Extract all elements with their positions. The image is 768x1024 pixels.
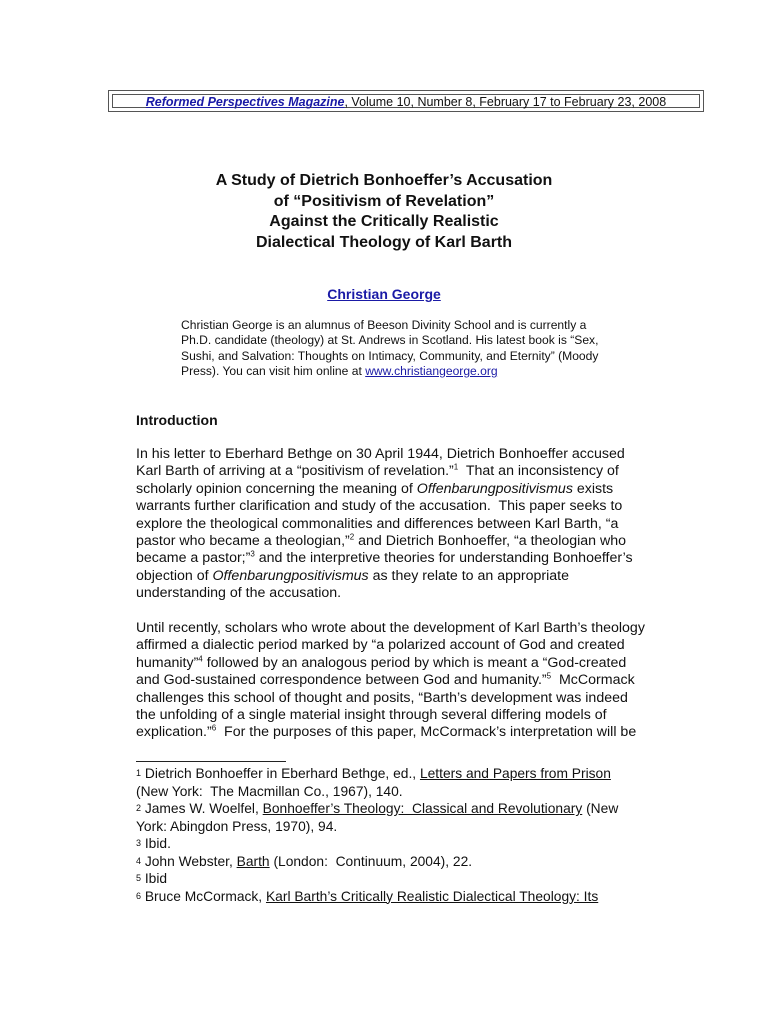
footnotes <box>136 765 696 905</box>
text-line: In his letter to Eberhard Bethge on 30 April 1944, Dietrich Bonhoeffer accused <box>136 446 625 462</box>
footnote-6 <box>136 888 696 906</box>
cited-title: Barth <box>236 853 270 869</box>
text: and Dietrich Bonhoeffer, “a theologian who <box>354 533 627 550</box>
text: McCormack <box>551 672 635 689</box>
text: exists <box>572 480 614 497</box>
footnote-2 <box>136 800 696 818</box>
footnote-ref[interactable]: 6 <box>211 723 217 733</box>
text-line: Until recently, scholars who wrote about the development of Karl Barth’s theology <box>136 620 645 636</box>
title-line: A Study of Dietrich Bonhoeffer’s Accusation <box>215 172 553 189</box>
cited-title: Letters and Papers from Prison <box>419 766 611 781</box>
article-title <box>134 171 634 253</box>
text: Dietrich Bonhoeffer in Eberhard Bethge, ed., <box>141 766 420 781</box>
text: and the interpretive theories for understanding Bonhoeffer’s <box>254 550 633 567</box>
footnote-3 <box>136 835 696 853</box>
title-line: Dialectical Theology of Karl Barth <box>255 233 513 251</box>
footnote-number: 2 <box>136 803 142 813</box>
text-line: affirmed a dialectic period marked by “a polarized account of God and created <box>136 637 625 654</box>
text: as they relate to an appropriate <box>368 567 569 584</box>
footnote-divider <box>136 761 286 762</box>
author-link[interactable]: Christian George <box>327 286 441 302</box>
text: followed by an analogous period by which is meant a “God-created <box>202 654 627 671</box>
text: John Webster, <box>141 853 237 869</box>
footnote-2-cont: York: Abingdon Press, 1970), 94. <box>136 818 338 834</box>
author-bio <box>181 318 641 379</box>
footnote-number: 6 <box>136 890 142 901</box>
text-line: challenges this school of thought and posits, “Barth’s development was indeed <box>136 689 628 706</box>
text: Bruce McCormack, <box>141 888 266 904</box>
bio-text: Press). You can visit him online at <box>181 363 366 378</box>
text-line: the unfolding of a single material insight through several differing models of <box>136 707 607 724</box>
cited-title: Bonhoeffer’s Theology: Classical and Revolutionary <box>262 801 583 816</box>
footnote-number: 1 <box>136 768 142 778</box>
text: explication.” <box>136 724 212 741</box>
text-line: explore the theological commonalities and differences between Karl Barth, “a <box>136 515 619 532</box>
footnote-number: 4 <box>136 855 142 866</box>
text-line: understanding of the accusation. <box>136 585 342 602</box>
text: For the purposes of this paper, McCormack’s interpretation will be <box>216 724 637 741</box>
text-line <box>136 672 696 689</box>
website-link[interactable]: www.christiangeorge.org <box>365 363 498 378</box>
issue-info: , Volume 10, Number 8, February 17 to February 23, 2008 <box>344 95 667 109</box>
paragraph-2 <box>136 620 696 742</box>
text: became a pastor;” <box>136 550 251 567</box>
text: Ibid. <box>141 836 171 851</box>
italic-term: Offenbarungpositivismus <box>416 480 573 497</box>
footnote-number: 3 <box>136 838 142 848</box>
section-heading: Introduction <box>136 412 218 428</box>
text: James W. Woelfel, <box>141 801 263 816</box>
footnote-ref[interactable]: 4 <box>198 654 203 664</box>
footnote-1 <box>136 765 696 783</box>
footnote-1-cont: (New York: The Macmillan Co., 1967), 140. <box>136 783 403 799</box>
text-line <box>136 533 696 550</box>
text-line <box>136 568 696 585</box>
text: (New <box>582 801 619 816</box>
citation-box <box>108 90 704 112</box>
title-line: Against the Critically Realistic <box>269 213 499 230</box>
footnote-ref[interactable]: 3 <box>250 549 255 559</box>
text: scholarly opinion concerning the meaning of <box>136 480 417 497</box>
text: Karl Barth of arriving at a “positivism of revelation.” <box>136 463 454 480</box>
bio-line: Ph.D. candidate (theology) at St. Andrews in Scotland. His latest book is “Sex, <box>181 333 599 348</box>
footnote-5 <box>136 870 696 888</box>
paragraph-1 <box>136 446 696 603</box>
text: (London: Continuum, 2004), 22. <box>269 853 473 869</box>
text-line: warrants further clarification and study of the accusation. This paper seeks to <box>136 498 623 515</box>
text-line <box>136 724 696 741</box>
text: Ibid <box>141 871 168 886</box>
text: pastor who became a theologian,” <box>136 533 350 550</box>
footnote-ref[interactable]: 1 <box>453 462 459 472</box>
title-line: of “Positivism of Revelation” <box>273 192 495 210</box>
text: objection of <box>136 567 213 584</box>
cited-title: Karl Barth’s Critically Realistic Dialectical Theology: Its <box>265 888 599 904</box>
italic-term: Offenbarungpositivismus <box>212 567 369 584</box>
footnote-ref[interactable]: 2 <box>349 532 355 542</box>
footnote-4 <box>136 853 696 871</box>
bio-line: Sushi, and Salvation: Thoughts on Intimacy, Community, and Eternity” (Moody <box>181 348 599 363</box>
author-byline <box>134 286 634 302</box>
text: humanity” <box>136 654 199 671</box>
citation-line <box>112 94 700 108</box>
text-line <box>136 655 696 672</box>
text: and God-sustained correspondence between God and humanity.” <box>136 672 547 689</box>
text-line <box>136 463 696 480</box>
bio-line <box>181 364 641 379</box>
footnote-number: 5 <box>136 873 142 883</box>
text-line <box>136 550 696 567</box>
footnote-ref[interactable]: 5 <box>546 671 552 681</box>
bio-line: Christian George is an alumnus of Beeson Divinity School and is currently a <box>181 318 587 332</box>
text: That an inconsistency of <box>458 463 619 480</box>
text-line <box>136 481 696 498</box>
magazine-link[interactable]: Reformed Perspectives Magazine <box>145 95 345 109</box>
